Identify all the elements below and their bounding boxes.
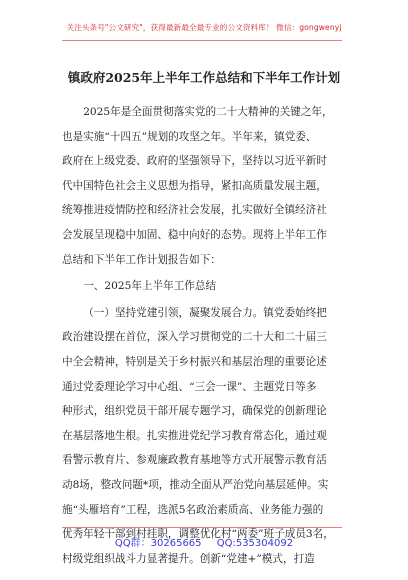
text-line: 施“头雁培育”工程，选派5名政治素质高、业务能力强的 (62, 503, 324, 516)
text-line: 政治建设摆在首位，深入学习贯彻党的二十大和二十届三 (62, 331, 327, 344)
text-line: 统筹推进疫情防控和经济社会发展，扎实做好全镇经济社 (62, 204, 327, 217)
text-line: 总结和下半年工作计划报告如下： (62, 253, 221, 266)
text-line: （一）坚持党建引领，凝聚发展合力。镇党委始终把 (83, 306, 327, 319)
header-divider (62, 40, 342, 41)
text-line: 2025年是全面贯彻落实党的二十大精神的关键之年， (83, 106, 333, 118)
text-line: 在基层落地生根。扎实推进党纪学习教育常态化，通过观 (62, 429, 327, 442)
text-line: 中全会精神，特别是关于乡村振兴和基层治理的重要论述 (62, 355, 327, 368)
document-title: 镇政府2025年上半年工作总结和下半年工作计划 (67, 70, 341, 85)
section-paragraph (62, 301, 344, 572)
text-line: 通过党委理论学习中心组、“三会一课”、主题党日等多 (62, 380, 317, 393)
header-notice: 关注头条号"公文研究"，获得最新最全最专业的公文资料库！ 微信：gongwenyj (66, 23, 342, 32)
text-line: 优秀年轻干部到村挂职，调整优化村“两委”班子成员3名， (62, 528, 334, 541)
text-line: 也是实施“十四五”规划的攻坚之年。半年来，镇党委、 (62, 130, 317, 143)
section-heading: 一、2025年上半年工作总结 (83, 280, 217, 293)
text-line: 会发展呈现稳中加固、稳中向好的态势。现将上半年工作 (62, 228, 327, 241)
text-line: 种形式，组织党员干部开展专题学习，确保党的创新理论 (62, 405, 327, 418)
text-line: 代中国特色社会主义思想为指导，紧扣高质量发展主题， (62, 179, 327, 192)
text-line: 动8场，整改问题*项，推动全面从严治党向基层延伸。实 (62, 478, 329, 491)
text-line: 看警示教育片、参观廉政教育基地等方式开展警示教育活 (62, 454, 327, 467)
qq-group-number: QQ群：30265665 (114, 538, 202, 549)
footer-contact (0, 534, 408, 549)
text-line: 政府在上级党委、政府的坚强领导下，坚持以习近平新时 (62, 155, 327, 168)
qq-number: QQ:535304092 (216, 538, 294, 549)
intro-paragraph (62, 100, 344, 272)
document-body (62, 100, 344, 573)
footer-divider (62, 527, 342, 528)
text-line: 村级党组织战斗力显著提升。创新“党建+”模式，打造 (62, 552, 315, 565)
